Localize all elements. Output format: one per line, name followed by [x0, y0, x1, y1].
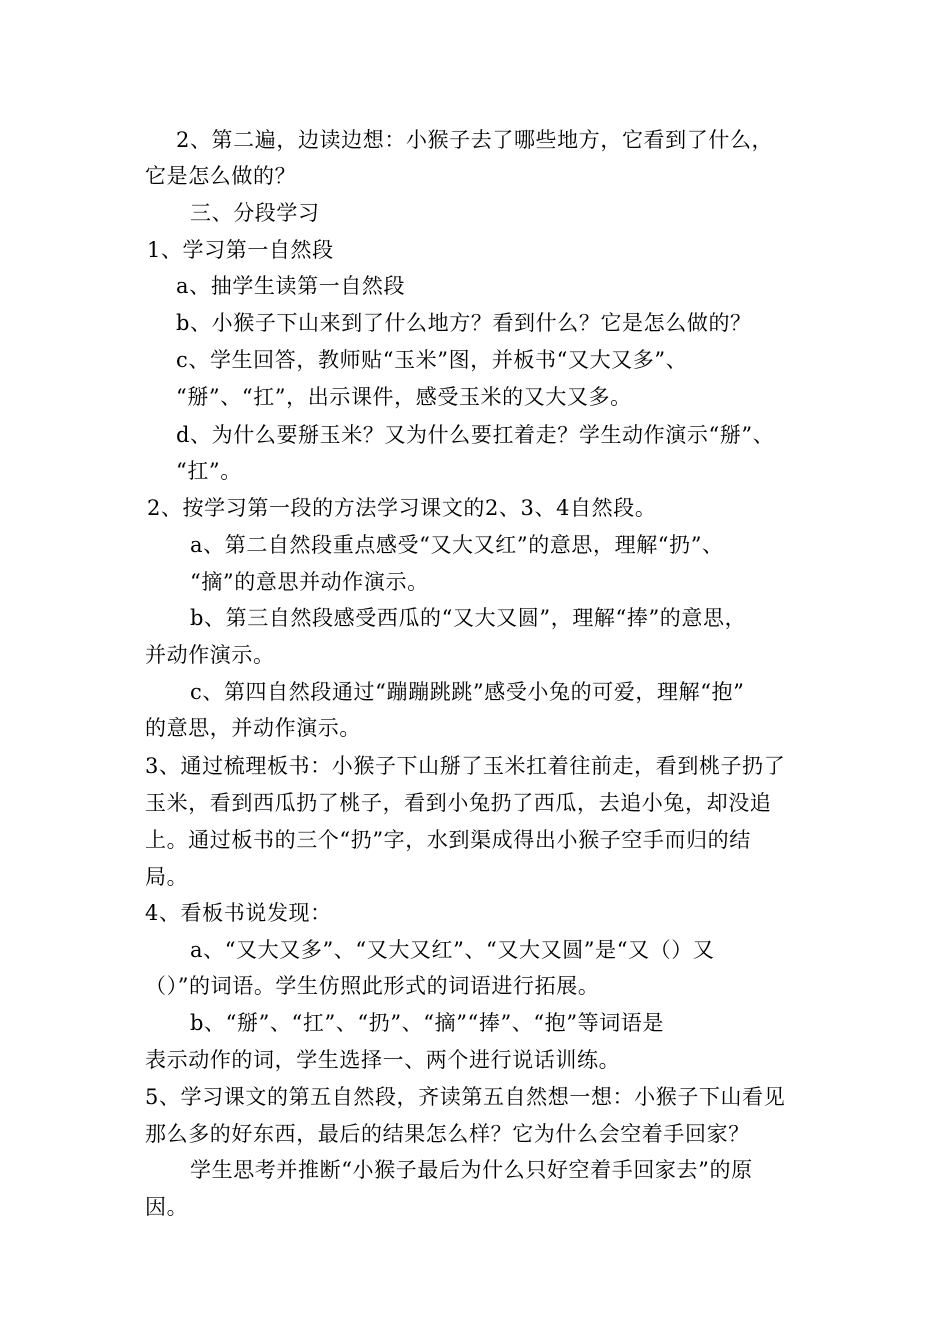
text-line: b、“掰”、“扛”、“扔”、“摘”“捧”、“抱”等词语是	[190, 1011, 665, 1035]
text-line: a、抽学生读第一自然段	[176, 274, 406, 298]
subsection-heading: 2、按学习第一段的方法学习课文的2、3、4自然段。	[147, 496, 657, 520]
text-line: 上。通过板书的三个“扔”字，水到渠成得出小猴子空手而归的结	[145, 828, 751, 852]
text-line: （）”的词语。学生仿照此形式的词语进行拓展。	[145, 974, 600, 998]
text-line: 因。	[145, 1195, 189, 1219]
text-line: 的意思，并动作演示。	[145, 716, 361, 740]
text-line: “摘”的意思并动作演示。	[190, 570, 429, 594]
subsection-heading: 1、学习第一自然段	[147, 238, 334, 262]
text-line: 学生思考并推断“小猴子最后为什么只好空着手回家去”的原	[190, 1158, 753, 1182]
text-line: b、小猴子下山来到了什么地方？看到什么？它是怎么做的？	[176, 311, 752, 335]
text-line: 并动作演示。	[145, 643, 275, 667]
text-line: 表示动作的词，学生选择一、两个进行说话训练。	[145, 1048, 621, 1072]
text-line: d、为什么要掰玉米？又为什么要扛着走？学生动作演示“掰”、	[176, 423, 775, 447]
text-line: b、第三自然段感受西瓜的“又大又圆”，理解“捧”的意思，	[190, 606, 747, 630]
text-line: “扛”。	[176, 459, 242, 483]
text-line: a、第二自然段重点感受“又大又红”的意思，理解“扔”、	[190, 533, 724, 557]
section-heading: 三、分段学习	[190, 201, 320, 225]
text-line: 5、学习课文的第五自然段，齐读第五自然想一想：小猴子下山看见	[145, 1085, 786, 1109]
subsection-heading: 4、看板书说发现：	[145, 901, 332, 925]
text-line: 2、第二遍，边读边想：小猴子去了哪些地方，它看到了什么，	[176, 128, 774, 152]
text-line: 它是怎么做的？	[145, 164, 297, 188]
text-line: a、“又大又多”、“又大又红”、“又大又圆”是“又（）又	[190, 938, 715, 962]
text-line: c、学生回答，教师贴“玉米”图，并板书“又大又多”、	[176, 348, 688, 372]
text-line: 玉米，看到西瓜扔了桃子，看到小兔扔了西瓜，去追小兔，却没追	[145, 791, 772, 815]
text-line: “掰”、“扛”，出示课件，感受玉米的又大又多。	[176, 385, 632, 409]
text-line: c、第四自然段通过“蹦蹦跳跳”感受小兔的可爱，理解“抱”	[190, 680, 745, 704]
text-line: 3、通过梳理板书：小猴子下山掰了玉米扛着往前走，看到桃子扔了	[145, 754, 786, 778]
text-line: 那么多的好东西，最后的结果怎么样？它为什么会空着手回家？	[145, 1122, 750, 1146]
text-line: 局。	[145, 865, 189, 889]
